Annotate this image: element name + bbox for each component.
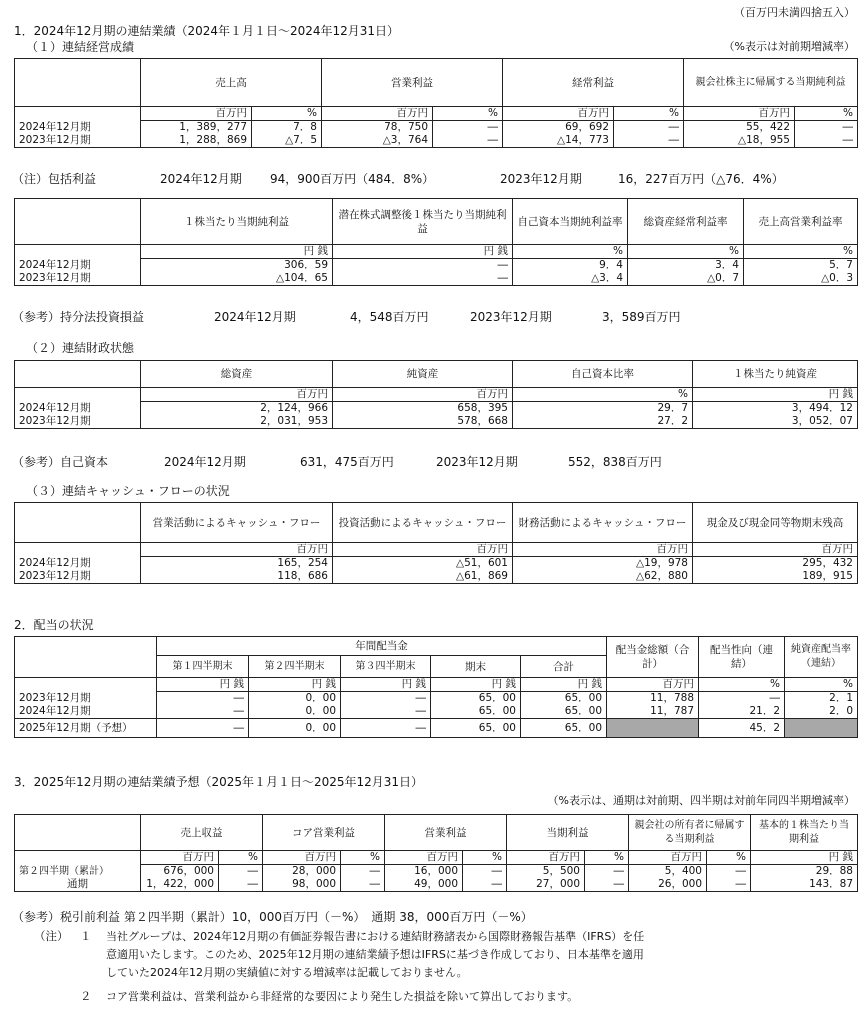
unit-cell: % [252, 107, 322, 121]
table-row [15, 415, 858, 429]
ref-value-2: 552，838百万円 [568, 455, 662, 469]
per-share-ratios-table [14, 198, 858, 286]
header-bps: １株当たり純資産 [693, 361, 858, 388]
unit-cell: 円 銭 [521, 678, 607, 692]
unit-cell: 百万円 [141, 851, 219, 865]
note-1-line-3: していた2024年12月期の実績値に対する増減率は記載しておりません。 [106, 966, 468, 979]
header-roe: 自己資本当期純利益率 [513, 199, 628, 245]
note-2-number: ２ [80, 989, 92, 1003]
value-cell: 118，686 [141, 570, 333, 584]
header-cash-balance: 現金及び現金同等物期末残高 [693, 503, 858, 543]
ref-period-2: 2023年12月期 [436, 455, 518, 469]
dividends-table [14, 636, 858, 738]
unit-cell: 百万円 [607, 678, 699, 692]
value-cell: 7．8 [252, 121, 322, 135]
value-cell: 0．00 [249, 719, 341, 738]
value-cell: 658，395 [333, 402, 513, 416]
ref-value-1: 4，548百万円 [350, 310, 429, 324]
value-cell: 165，254 [141, 557, 333, 571]
table-row [15, 705, 858, 719]
value-cell: 5，500 [507, 865, 585, 879]
header-net-assets: 純資産 [333, 361, 513, 388]
value-cell: 0．00 [249, 692, 341, 706]
row-label: 2023年12月期 [15, 692, 157, 706]
value-cell: 29．7 [513, 402, 693, 416]
header-revenue: 売上収益 [141, 815, 263, 851]
unit-cell: 百万円 [693, 543, 858, 557]
header-owners-profit: 親会社の所有者に帰属する当期利益 [629, 815, 751, 851]
header-q3: 第３四半期末 [341, 656, 431, 678]
value-cell: ― [341, 865, 385, 879]
table-row [15, 570, 858, 584]
ref-value-1: 631，475百万円 [300, 455, 394, 469]
value-cell: ― [795, 121, 858, 135]
value-cell: 3．4 [628, 259, 744, 273]
value-cell: 3，052．07 [693, 415, 858, 429]
header-total-assets: 総資産 [141, 361, 333, 388]
table-row [15, 272, 858, 286]
unit-cell: 円 銭 [693, 388, 858, 402]
value-cell: 306．59 [141, 259, 333, 273]
value-cell: △62，880 [513, 570, 693, 584]
header-op: 営業利益 [385, 815, 507, 851]
shaded-cell [607, 719, 699, 738]
header-total: 合計 [521, 656, 607, 678]
row-label: 2023年12月期 [15, 272, 141, 286]
header-investing-cf: 投資活動によるキャッシュ・フロー [333, 503, 513, 543]
unit-cell: 円 銭 [751, 851, 858, 865]
section-1-3-title: （３）連結キャッシュ・フローの状況 [26, 484, 230, 498]
forecast-pct-note: （%表示は、通期は対前期、四半期は対前年同四半期増減率） [547, 794, 855, 807]
value-cell: 1，288，869 [141, 134, 252, 148]
unit-note: （百万円未満四捨五入） [734, 6, 855, 19]
unit-cell: % [744, 245, 858, 259]
ref-period-1: 2024年12月期 [214, 310, 296, 324]
value-cell: 2．0 [785, 705, 858, 719]
unit-cell: % [341, 851, 385, 865]
unit-cell: 百万円 [263, 851, 341, 865]
value-cell: 2，124，966 [141, 402, 333, 416]
row-label: 2024年12月期 [15, 121, 141, 135]
value-cell: ― [707, 865, 751, 879]
note-1-line-2: 意適用いたします。このため、2025年12月期の連結業績予想はIFRSに基づき作成しており、日本基準を適用 [106, 948, 644, 961]
value-cell: 65．00 [431, 692, 521, 706]
value-cell: 2．1 [785, 692, 858, 706]
unit-cell: % [614, 107, 684, 121]
value-cell: 45．2 [699, 719, 785, 738]
row-label: 2023年12月期 [15, 415, 141, 429]
value-cell: ― [333, 259, 513, 273]
value-cell: ― [157, 705, 249, 719]
value-cell: 27，000 [507, 878, 585, 892]
header-operating-margin: 売上高営業利益率 [744, 199, 858, 245]
row-label: 2024年12月期 [15, 705, 157, 719]
row-label: 2025年12月期（予想） [15, 719, 157, 738]
value-cell: ― [341, 692, 431, 706]
pct-note: （%表示は対前期増減率） [723, 40, 855, 53]
header-ordinary-profit: 経常利益 [503, 59, 684, 107]
value-cell: 65．00 [521, 705, 607, 719]
value-cell: 26，000 [629, 878, 707, 892]
table-row [15, 134, 858, 148]
unit-cell: 円 銭 [157, 678, 249, 692]
row-label: 2024年12月期 [15, 259, 141, 273]
value-cell: ― [341, 878, 385, 892]
value-cell: △104．65 [141, 272, 333, 286]
value-cell: 1，422，000 [141, 878, 219, 892]
value-cell: ― [463, 865, 507, 879]
value-cell: ― [219, 878, 263, 892]
notes-label: （注） [34, 929, 69, 943]
value-cell: △0．7 [628, 272, 744, 286]
header-sales: 売上高 [141, 59, 322, 107]
header-diluted-eps: 潜在株式調整後１株当たり当期純利益 [333, 199, 513, 245]
unit-cell: 百万円 [141, 543, 333, 557]
value-cell: 143．87 [751, 878, 858, 892]
value-cell: ― [433, 121, 503, 135]
section-1-title: 1．2024年12月期の連結業績（2024年１月１日～2024年12月31日） [14, 24, 400, 38]
value-cell: ― [463, 878, 507, 892]
header-payout-ratio: 配当性向（連結） [699, 637, 785, 678]
value-cell: 65．00 [521, 719, 607, 738]
value-cell: 11，788 [607, 692, 699, 706]
forecast-table [14, 814, 858, 892]
ref-value-2: 3，589百万円 [602, 310, 681, 324]
header-core-op: コア営業利益 [263, 815, 385, 851]
header-financing-cf: 財務活動によるキャッシュ・フロー [513, 503, 693, 543]
value-cell: △0．3 [744, 272, 858, 286]
unit-cell: % [513, 388, 693, 402]
unit-cell: 百万円 [385, 851, 463, 865]
unit-cell: 百万円 [333, 543, 513, 557]
header-eps: １株当たり当期純利益 [141, 199, 333, 245]
ref-period-2: 2023年12月期 [470, 310, 552, 324]
unit-cell: % [699, 678, 785, 692]
table-row [15, 402, 858, 416]
note-2-line-1: コア営業利益は、営業利益から非経常的な要因により発生した損益を除いて算出しております。 [106, 990, 579, 1003]
unit-cell: 円 銭 [431, 678, 521, 692]
value-cell: ― [614, 121, 684, 135]
table-row [15, 557, 858, 571]
note-value-2: 16，227百万円（△76．4%） [618, 172, 784, 186]
row-label: 2023年12月期 [15, 134, 141, 148]
ref-equity-label: （参考）自己資本 [12, 455, 109, 469]
unit-cell: % [513, 245, 628, 259]
header-q1: 第１四半期末 [157, 656, 249, 678]
value-cell: 9．4 [513, 259, 628, 273]
unit-cell: % [219, 851, 263, 865]
unit-cell: % [707, 851, 751, 865]
value-cell: 29．88 [751, 865, 858, 879]
ref-pretax-profit: （参考）税引前利益 第２四半期（累計）10，000百万円（－%） 通期 38，000百万円（－%） [12, 910, 533, 924]
value-cell: 27．2 [513, 415, 693, 429]
unit-cell: 百万円 [333, 388, 513, 402]
note-value-1: 94，900百万円（484．8%） [270, 172, 435, 186]
row-label: 通期 [15, 878, 141, 892]
unit-cell: 円 銭 [341, 678, 431, 692]
value-cell: 1，389，277 [141, 121, 252, 135]
value-cell: ― [433, 134, 503, 148]
value-cell: △19，978 [513, 557, 693, 571]
value-cell: ― [699, 692, 785, 706]
value-cell: ― [157, 719, 249, 738]
row-label: 第２四半期（累計） [15, 865, 141, 879]
value-cell: ― [707, 878, 751, 892]
ref-equity-method-label: （参考）持分法投資損益 [12, 310, 145, 324]
value-cell: 65．00 [431, 705, 521, 719]
value-cell: ― [333, 272, 513, 286]
value-cell: 0．00 [249, 705, 341, 719]
unit-cell: 百万円 [684, 107, 795, 121]
value-cell: 78，750 [322, 121, 433, 135]
unit-cell: % [785, 678, 858, 692]
note-1-line-1: 当社グループは、2024年12月期の有価証券報告書における連結財務諸表から国際財務報告基準（IFRS）を任 [106, 930, 645, 943]
unit-cell: 百万円 [141, 388, 333, 402]
shaded-cell [785, 719, 858, 738]
unit-cell: 百万円 [513, 543, 693, 557]
unit-cell: 百万円 [503, 107, 614, 121]
value-cell: △3．4 [513, 272, 628, 286]
unit-cell: 円 銭 [141, 245, 333, 259]
table-row [15, 878, 858, 892]
table-row [15, 692, 858, 706]
section-2-title: 2．配当の状況 [14, 618, 94, 632]
note-comprehensive-income-label: （注）包括利益 [12, 172, 97, 186]
value-cell: ― [341, 705, 431, 719]
value-cell: 11，787 [607, 705, 699, 719]
operating-results-table [14, 58, 858, 148]
value-cell: ― [614, 134, 684, 148]
note-period-2: 2023年12月期 [500, 172, 582, 186]
value-cell: 16，000 [385, 865, 463, 879]
row-label: 2024年12月期 [15, 557, 141, 571]
unit-cell: % [795, 107, 858, 121]
header-year-end: 期末 [431, 656, 521, 678]
value-cell: ― [341, 719, 431, 738]
section-3-title: 3．2025年12月期の連結業績予想（2025年１月１日～2025年12月31日） [14, 775, 424, 789]
value-cell: ― [157, 692, 249, 706]
table-row [15, 865, 858, 879]
value-cell: ― [795, 134, 858, 148]
ref-period-1: 2024年12月期 [164, 455, 246, 469]
value-cell: 578，668 [333, 415, 513, 429]
value-cell: △61，869 [333, 570, 513, 584]
value-cell: 5．7 [744, 259, 858, 273]
header-profit: 当期利益 [507, 815, 629, 851]
header-net-income: 親会社株主に帰属する当期純利益 [684, 59, 858, 107]
value-cell: 295，432 [693, 557, 858, 571]
unit-cell: 百万円 [507, 851, 585, 865]
value-cell: ― [219, 865, 263, 879]
unit-cell: 円 銭 [249, 678, 341, 692]
unit-cell: % [433, 107, 503, 121]
header-q2: 第２四半期末 [249, 656, 341, 678]
unit-cell: 百万円 [629, 851, 707, 865]
header-operating-profit: 営業利益 [322, 59, 503, 107]
table-row [15, 259, 858, 273]
header-operating-cf: 営業活動によるキャッシュ・フロー [141, 503, 333, 543]
header-total-dividend: 配当金総額（合計） [607, 637, 699, 678]
section-1-2-title: （２）連結財政状態 [26, 341, 135, 355]
unit-cell: 円 銭 [333, 245, 513, 259]
section-1-1-title: （１）連結経営成績 [26, 40, 135, 54]
unit-cell: 百万円 [322, 107, 433, 121]
value-cell: 69，692 [503, 121, 614, 135]
row-label: 2023年12月期 [15, 570, 141, 584]
unit-cell: 百万円 [141, 107, 252, 121]
value-cell: 28，000 [263, 865, 341, 879]
note-period-1: 2024年12月期 [160, 172, 242, 186]
note-1-number: １ [80, 929, 92, 943]
header-annual-dividend: 年間配当金 [157, 637, 607, 656]
unit-cell: % [585, 851, 629, 865]
unit-cell: % [463, 851, 507, 865]
value-cell: 676，000 [141, 865, 219, 879]
value-cell: 98，000 [263, 878, 341, 892]
row-label: 2024年12月期 [15, 402, 141, 416]
value-cell: 65．00 [431, 719, 521, 738]
value-cell: △3，764 [322, 134, 433, 148]
table-row [15, 121, 858, 135]
value-cell: 65．00 [521, 692, 607, 706]
table-row-forecast [15, 719, 858, 738]
header-roa: 総資産経常利益率 [628, 199, 744, 245]
unit-cell: % [628, 245, 744, 259]
value-cell: 189，915 [693, 570, 858, 584]
value-cell: 5，400 [629, 865, 707, 879]
value-cell: ― [585, 878, 629, 892]
value-cell: △51，601 [333, 557, 513, 571]
value-cell: △18，955 [684, 134, 795, 148]
header-doe: 純資産配当率（連結） [785, 637, 858, 678]
value-cell: △14，773 [503, 134, 614, 148]
value-cell: 2，031，953 [141, 415, 333, 429]
table-corner [15, 59, 141, 107]
header-basic-eps: 基本的１株当たり当期利益 [751, 815, 858, 851]
financial-position-table [14, 360, 858, 429]
value-cell: 49，000 [385, 878, 463, 892]
value-cell: ― [585, 865, 629, 879]
header-equity-ratio: 自己資本比率 [513, 361, 693, 388]
cash-flow-table [14, 502, 858, 584]
value-cell: 55，422 [684, 121, 795, 135]
value-cell: △7．5 [252, 134, 322, 148]
value-cell: 21．2 [699, 705, 785, 719]
value-cell: 3，494．12 [693, 402, 858, 416]
